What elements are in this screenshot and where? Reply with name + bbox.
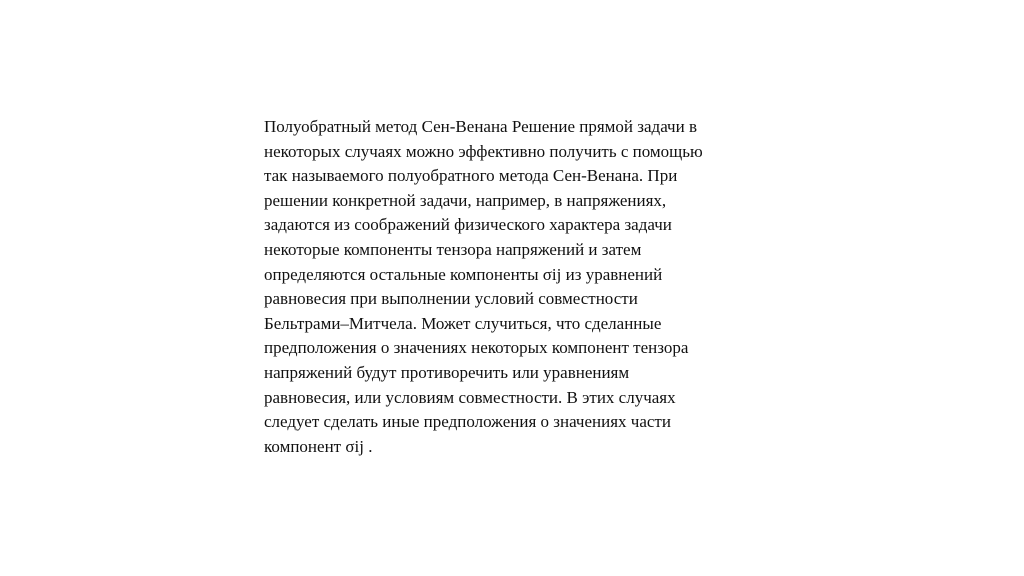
text-line: напряжений будут противоречить или уравнениям — [264, 362, 630, 382]
text-line: решении конкретной задачи, например, в напряжениях, — [264, 190, 667, 210]
text-line: следует сделать иные предположения о значениях части — [264, 412, 671, 432]
text-line: равновесия при выполнении условий совместности — [264, 289, 638, 309]
body-text — [264, 115, 784, 459]
text-line: некоторых случаях можно эффективно получить с помощью — [264, 141, 703, 161]
text-line: Полуобратный метод Сен-Венана Решение прямой задачи в — [264, 117, 697, 136]
text-line: так называемого полуобратного метода Сен-Венана. При — [264, 166, 678, 186]
text-line: некоторые компоненты тензора напряжений и затем — [264, 239, 642, 259]
text-line: Бельтрами–Митчела. Может случиться, что сделанные — [264, 313, 662, 333]
text-line: предположения о значениях некоторых компонент тензора — [264, 338, 689, 358]
text-line: задаются из соображений физического характера задачи — [264, 215, 672, 235]
text-line: равновесия, или условиям совместности. В этих случаях — [264, 387, 676, 407]
text-line: определяются остальные компоненты σij из уравнений — [264, 264, 663, 284]
text-line: компонент σij . — [264, 436, 373, 456]
